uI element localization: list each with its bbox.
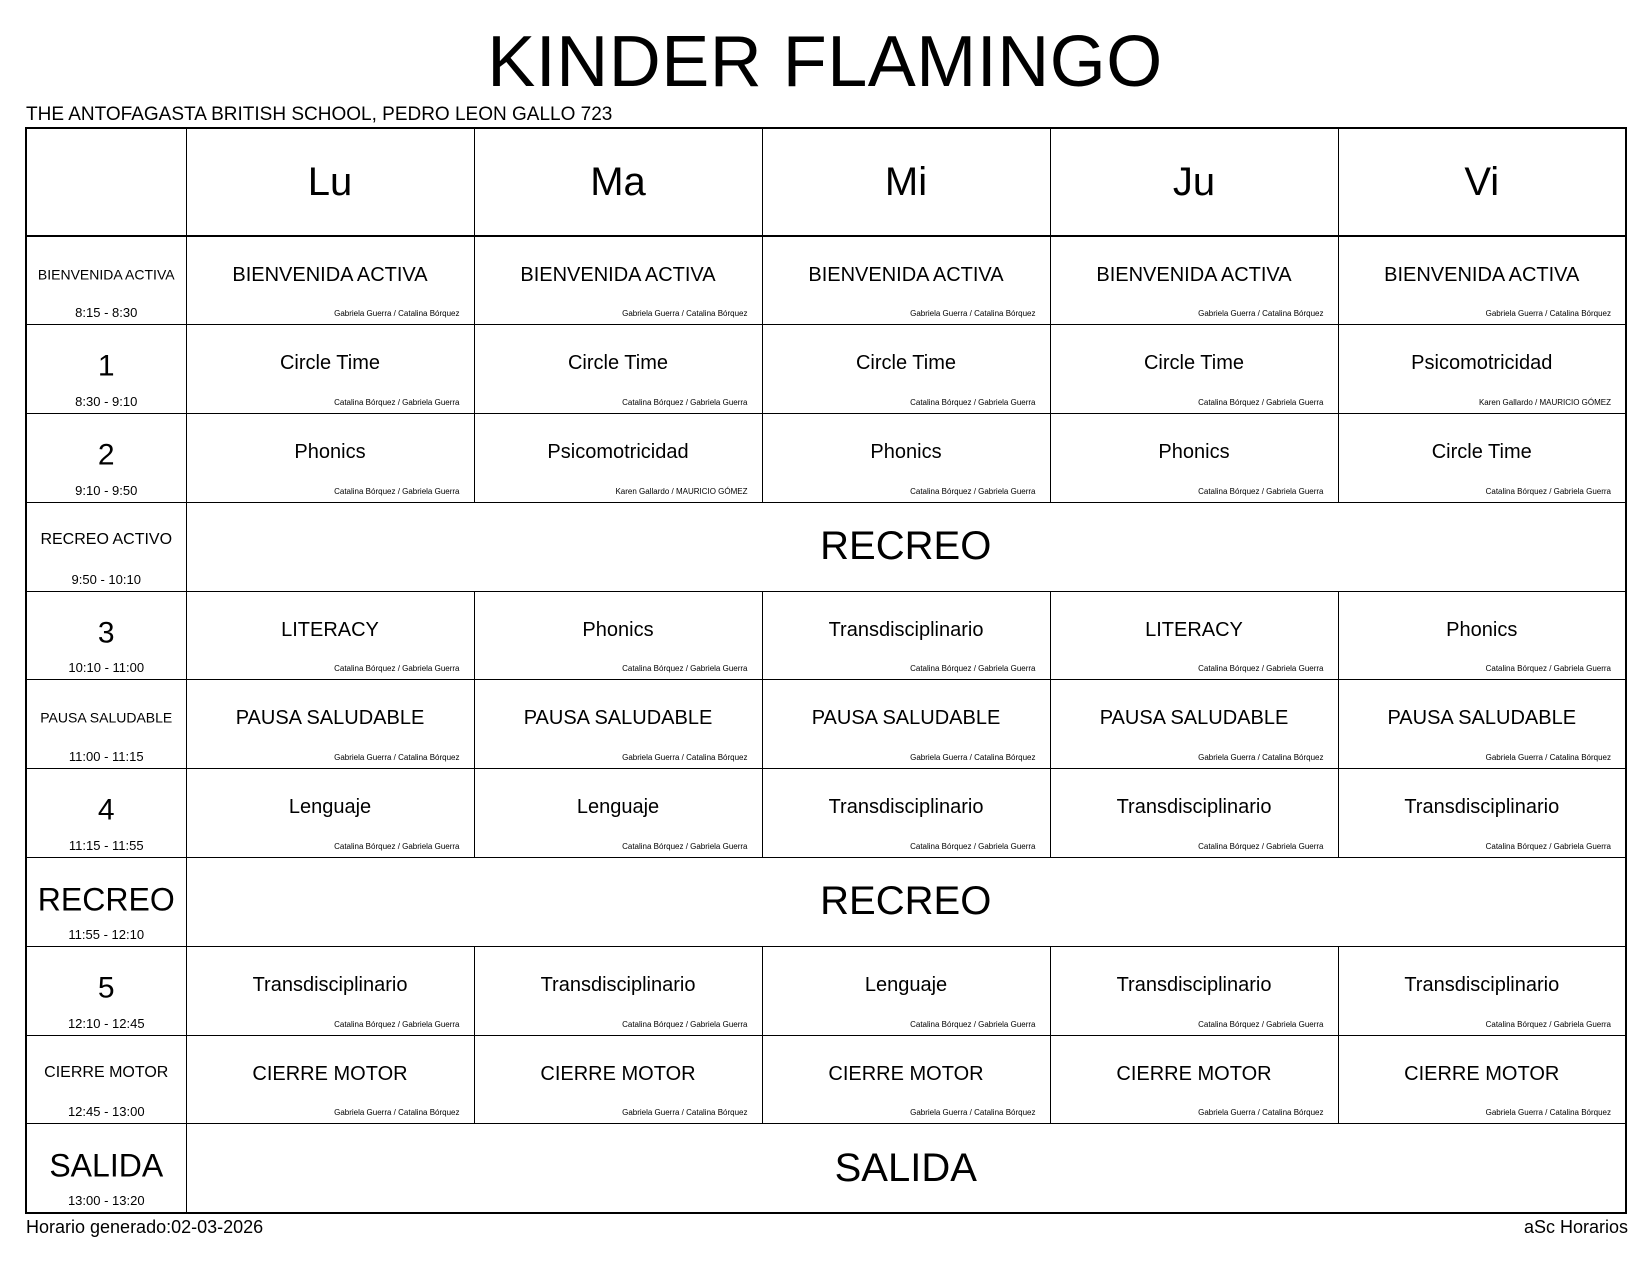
lesson-cell (186, 414, 474, 503)
lesson-cell (1338, 769, 1626, 858)
lesson-teachers: Catalina Bórquez / Gabriela Guerra (1485, 1019, 1611, 1029)
lesson-subject: Psicomotricidad (547, 440, 689, 463)
lesson-cell (1338, 1035, 1626, 1124)
lesson-subject: Lenguaje (576, 796, 660, 819)
period-row (26, 769, 1626, 858)
lesson-subject: Transdisciplinario (828, 618, 984, 641)
period-label: RECREO ACTIVO (40, 530, 173, 548)
lesson-subject: PAUSA SALUDABLE (1099, 707, 1289, 730)
lesson-subject: Transdisciplinario (828, 796, 984, 819)
period-cell (26, 946, 186, 1035)
lesson-teachers: Gabriela Guerra / Catalina Bórquez (334, 1108, 460, 1118)
lesson-teachers: Catalina Bórquez / Gabriela Guerra (910, 398, 1036, 408)
period-label: RECREO (37, 881, 175, 918)
lesson-cell (762, 325, 1050, 414)
lesson-cell (474, 769, 762, 858)
lesson-cell (474, 414, 762, 503)
period-time: 11:15 - 11:55 (68, 838, 144, 854)
lesson-cell (186, 325, 474, 414)
lesson-subject: PAUSA SALUDABLE (235, 707, 425, 730)
lesson-teachers: Catalina Bórquez / Gabriela Guerra (910, 664, 1036, 674)
lesson-cell (186, 680, 474, 769)
day-header-row (26, 128, 1626, 236)
lesson-subject: BIENVENIDA ACTIVA (1096, 263, 1292, 286)
lesson-subject: PAUSA SALUDABLE (811, 707, 1001, 730)
corner-cell (26, 128, 186, 236)
lesson-teachers: Gabriela Guerra / Catalina Bórquez (1198, 309, 1324, 319)
period-cell (26, 1035, 186, 1124)
lesson-subject: CIERRE MOTOR (1116, 1062, 1272, 1085)
period-cell (26, 769, 186, 858)
period-row (26, 1124, 1626, 1213)
period-time: 8:30 - 9:10 (75, 394, 138, 410)
period-label: BIENVENIDA ACTIVA (37, 266, 175, 283)
lesson-teachers: Catalina Bórquez / Gabriela Guerra (334, 398, 460, 408)
break-label: RECREO (820, 879, 992, 924)
lesson-subject: Transdisciplinario (1404, 796, 1560, 819)
period-cell (26, 858, 186, 947)
lesson-teachers: Catalina Bórquez / Gabriela Guerra (622, 398, 748, 408)
lesson-teachers: Catalina Bórquez / Gabriela Guerra (622, 842, 748, 852)
period-row (26, 591, 1626, 680)
lesson-cell (186, 236, 474, 325)
lesson-subject: CIERRE MOTOR (828, 1062, 984, 1085)
lesson-teachers: Catalina Bórquez / Gabriela Guerra (910, 1019, 1036, 1029)
lesson-cell (1338, 414, 1626, 503)
lesson-cell (186, 591, 474, 680)
school-name: THE ANTOFAGASTA BRITISH SCHOOL, PEDRO LEON GALLO 723 (26, 104, 613, 125)
lesson-cell (1338, 236, 1626, 325)
lesson-subject: Transdisciplinario (1404, 973, 1560, 996)
lesson-subject: Circle Time (279, 352, 380, 375)
period-cell (26, 236, 186, 325)
lesson-teachers: Karen Gallardo / MAURICIO GÓMEZ (615, 486, 748, 496)
break-label: RECREO (820, 524, 992, 569)
lesson-cell (1050, 769, 1338, 858)
period-time: 10:10 - 11:00 (68, 660, 145, 676)
lesson-teachers: Catalina Bórquez / Gabriela Guerra (334, 842, 460, 852)
lesson-subject: Phonics (294, 440, 366, 463)
lesson-teachers: Catalina Bórquez / Gabriela Guerra (1198, 486, 1324, 496)
period-cell (26, 680, 186, 769)
lesson-cell (1050, 1035, 1338, 1124)
page-title: KINDER FLAMINGO (487, 22, 1163, 102)
lesson-teachers: Gabriela Guerra / Catalina Bórquez (622, 309, 748, 319)
lesson-subject: Transdisciplinario (252, 973, 408, 996)
generated-date: Horario generado:02-03-2026 (26, 1217, 264, 1237)
lesson-subject: Circle Time (1431, 440, 1532, 463)
day-header: Vi (1338, 128, 1626, 236)
lesson-cell (1338, 946, 1626, 1035)
period-cell (26, 414, 186, 503)
lesson-teachers: Catalina Bórquez / Gabriela Guerra (1485, 486, 1611, 496)
lesson-teachers: Catalina Bórquez / Gabriela Guerra (1485, 842, 1611, 852)
lesson-subject: Phonics (870, 440, 942, 463)
period-cell (26, 502, 186, 591)
lesson-cell (474, 1035, 762, 1124)
lesson-teachers: Catalina Bórquez / Gabriela Guerra (334, 486, 460, 496)
lesson-teachers: Gabriela Guerra / Catalina Bórquez (910, 309, 1036, 319)
period-cell (26, 1124, 186, 1213)
lesson-subject: CIERRE MOTOR (540, 1062, 696, 1085)
lesson-cell (1050, 680, 1338, 769)
period-cell (26, 325, 186, 414)
lesson-subject: Circle Time (567, 352, 668, 375)
lesson-subject: LITERACY (1145, 618, 1243, 641)
lesson-cell (1338, 680, 1626, 769)
lesson-subject: Transdisciplinario (1116, 796, 1272, 819)
lesson-teachers: Gabriela Guerra / Catalina Bórquez (334, 753, 460, 763)
break-cell (186, 502, 1626, 591)
period-time: 9:10 - 9:50 (75, 482, 138, 498)
timetable (25, 127, 1627, 1214)
lesson-teachers: Catalina Bórquez / Gabriela Guerra (1485, 664, 1611, 674)
lesson-subject: Lenguaje (288, 796, 372, 819)
lesson-subject: Circle Time (1143, 352, 1244, 375)
lesson-subject: BIENVENIDA ACTIVA (808, 263, 1004, 286)
period-time: 9:50 - 10:10 (71, 571, 141, 587)
lesson-teachers: Gabriela Guerra / Catalina Bórquez (910, 753, 1036, 763)
period-label: 2 (97, 438, 115, 472)
lesson-cell (762, 591, 1050, 680)
lesson-subject: Phonics (1446, 618, 1518, 641)
lesson-subject: BIENVENIDA ACTIVA (232, 263, 428, 286)
lesson-cell (474, 325, 762, 414)
period-time: 11:55 - 12:10 (68, 926, 145, 942)
lesson-subject: Phonics (582, 618, 654, 641)
lesson-subject: Lenguaje (864, 973, 948, 996)
period-label: 4 (97, 793, 115, 827)
day-header: Ma (474, 128, 762, 236)
lesson-teachers: Catalina Bórquez / Gabriela Guerra (1198, 398, 1324, 408)
lesson-teachers: Gabriela Guerra / Catalina Bórquez (1485, 309, 1611, 319)
lesson-teachers: Catalina Bórquez / Gabriela Guerra (334, 1019, 460, 1029)
period-label: PAUSA SALUDABLE (40, 710, 173, 727)
period-time: 12:45 - 13:00 (67, 1104, 145, 1120)
period-cell (26, 591, 186, 680)
lesson-teachers: Catalina Bórquez / Gabriela Guerra (1198, 842, 1324, 852)
lesson-teachers: Karen Gallardo / MAURICIO GÓMEZ (1478, 398, 1611, 408)
period-row (26, 946, 1626, 1035)
day-header: Mi (762, 128, 1050, 236)
lesson-cell (1338, 325, 1626, 414)
period-row (26, 502, 1626, 591)
lesson-subject: PAUSA SALUDABLE (523, 707, 713, 730)
break-cell (186, 1124, 1626, 1213)
period-label: 5 (97, 971, 115, 1005)
day-header: Lu (186, 128, 474, 236)
period-label: 1 (97, 349, 115, 383)
lesson-cell (474, 236, 762, 325)
lesson-teachers: Gabriela Guerra / Catalina Bórquez (1485, 753, 1611, 763)
lesson-cell (1050, 325, 1338, 414)
lesson-cell (762, 236, 1050, 325)
lesson-cell (762, 769, 1050, 858)
lesson-cell (474, 591, 762, 680)
lesson-subject: PAUSA SALUDABLE (1387, 707, 1577, 730)
period-row (26, 1035, 1626, 1124)
lesson-subject: BIENVENIDA ACTIVA (1384, 263, 1580, 286)
lesson-teachers: Catalina Bórquez / Gabriela Guerra (1198, 664, 1324, 674)
lesson-teachers: Catalina Bórquez / Gabriela Guerra (622, 1019, 748, 1029)
lesson-cell (186, 946, 474, 1035)
lesson-cell (1338, 591, 1626, 680)
lesson-cell (1050, 946, 1338, 1035)
lesson-teachers: Gabriela Guerra / Catalina Bórquez (622, 753, 748, 763)
lesson-cell (762, 414, 1050, 503)
period-label: 3 (97, 616, 115, 650)
lesson-teachers: Gabriela Guerra / Catalina Bórquez (622, 1108, 748, 1118)
lesson-subject: CIERRE MOTOR (252, 1062, 408, 1085)
lesson-teachers: Catalina Bórquez / Gabriela Guerra (334, 664, 460, 674)
period-row (26, 236, 1626, 325)
lesson-teachers: Gabriela Guerra / Catalina Bórquez (334, 309, 460, 319)
period-time: 11:00 - 11:15 (68, 749, 144, 765)
lesson-cell (762, 680, 1050, 769)
lesson-subject: Phonics (1158, 440, 1230, 463)
lesson-teachers: Gabriela Guerra / Catalina Bórquez (1485, 1108, 1611, 1118)
lesson-subject: Transdisciplinario (1116, 973, 1272, 996)
period-time: 12:10 - 12:45 (67, 1015, 145, 1031)
lesson-cell (762, 946, 1050, 1035)
lesson-cell (186, 769, 474, 858)
lesson-subject: LITERACY (281, 618, 379, 641)
break-label: SALIDA (834, 1145, 977, 1190)
period-time: 8:15 - 8:30 (75, 305, 138, 321)
period-row (26, 414, 1626, 503)
lesson-teachers: Gabriela Guerra / Catalina Bórquez (910, 1108, 1036, 1118)
lesson-cell (1050, 414, 1338, 503)
lesson-subject: Circle Time (855, 352, 956, 375)
lesson-cell (186, 1035, 474, 1124)
period-label: SALIDA (49, 1147, 164, 1184)
period-row (26, 680, 1626, 769)
lesson-cell (1050, 591, 1338, 680)
period-row (26, 858, 1626, 947)
software-brand: aSc Horarios (1523, 1217, 1628, 1237)
day-header: Ju (1050, 128, 1338, 236)
lesson-teachers: Catalina Bórquez / Gabriela Guerra (622, 664, 748, 674)
lesson-teachers: Catalina Bórquez / Gabriela Guerra (910, 842, 1036, 852)
lesson-cell (474, 680, 762, 769)
lesson-subject: Psicomotricidad (1411, 352, 1553, 375)
lesson-teachers: Catalina Bórquez / Gabriela Guerra (1198, 1019, 1324, 1029)
lesson-teachers: Gabriela Guerra / Catalina Bórquez (1198, 753, 1324, 763)
lesson-teachers: Catalina Bórquez / Gabriela Guerra (910, 486, 1036, 496)
lesson-teachers: Gabriela Guerra / Catalina Bórquez (1198, 1108, 1324, 1118)
lesson-subject: CIERRE MOTOR (1404, 1062, 1560, 1085)
period-row (26, 325, 1626, 414)
lesson-cell (1050, 236, 1338, 325)
lesson-cell (762, 1035, 1050, 1124)
lesson-subject: BIENVENIDA ACTIVA (520, 263, 716, 286)
lesson-cell (474, 946, 762, 1035)
lesson-subject: Transdisciplinario (540, 973, 696, 996)
period-label: CIERRE MOTOR (44, 1063, 169, 1081)
period-time: 13:00 - 13:20 (67, 1192, 145, 1208)
break-cell (186, 858, 1626, 947)
